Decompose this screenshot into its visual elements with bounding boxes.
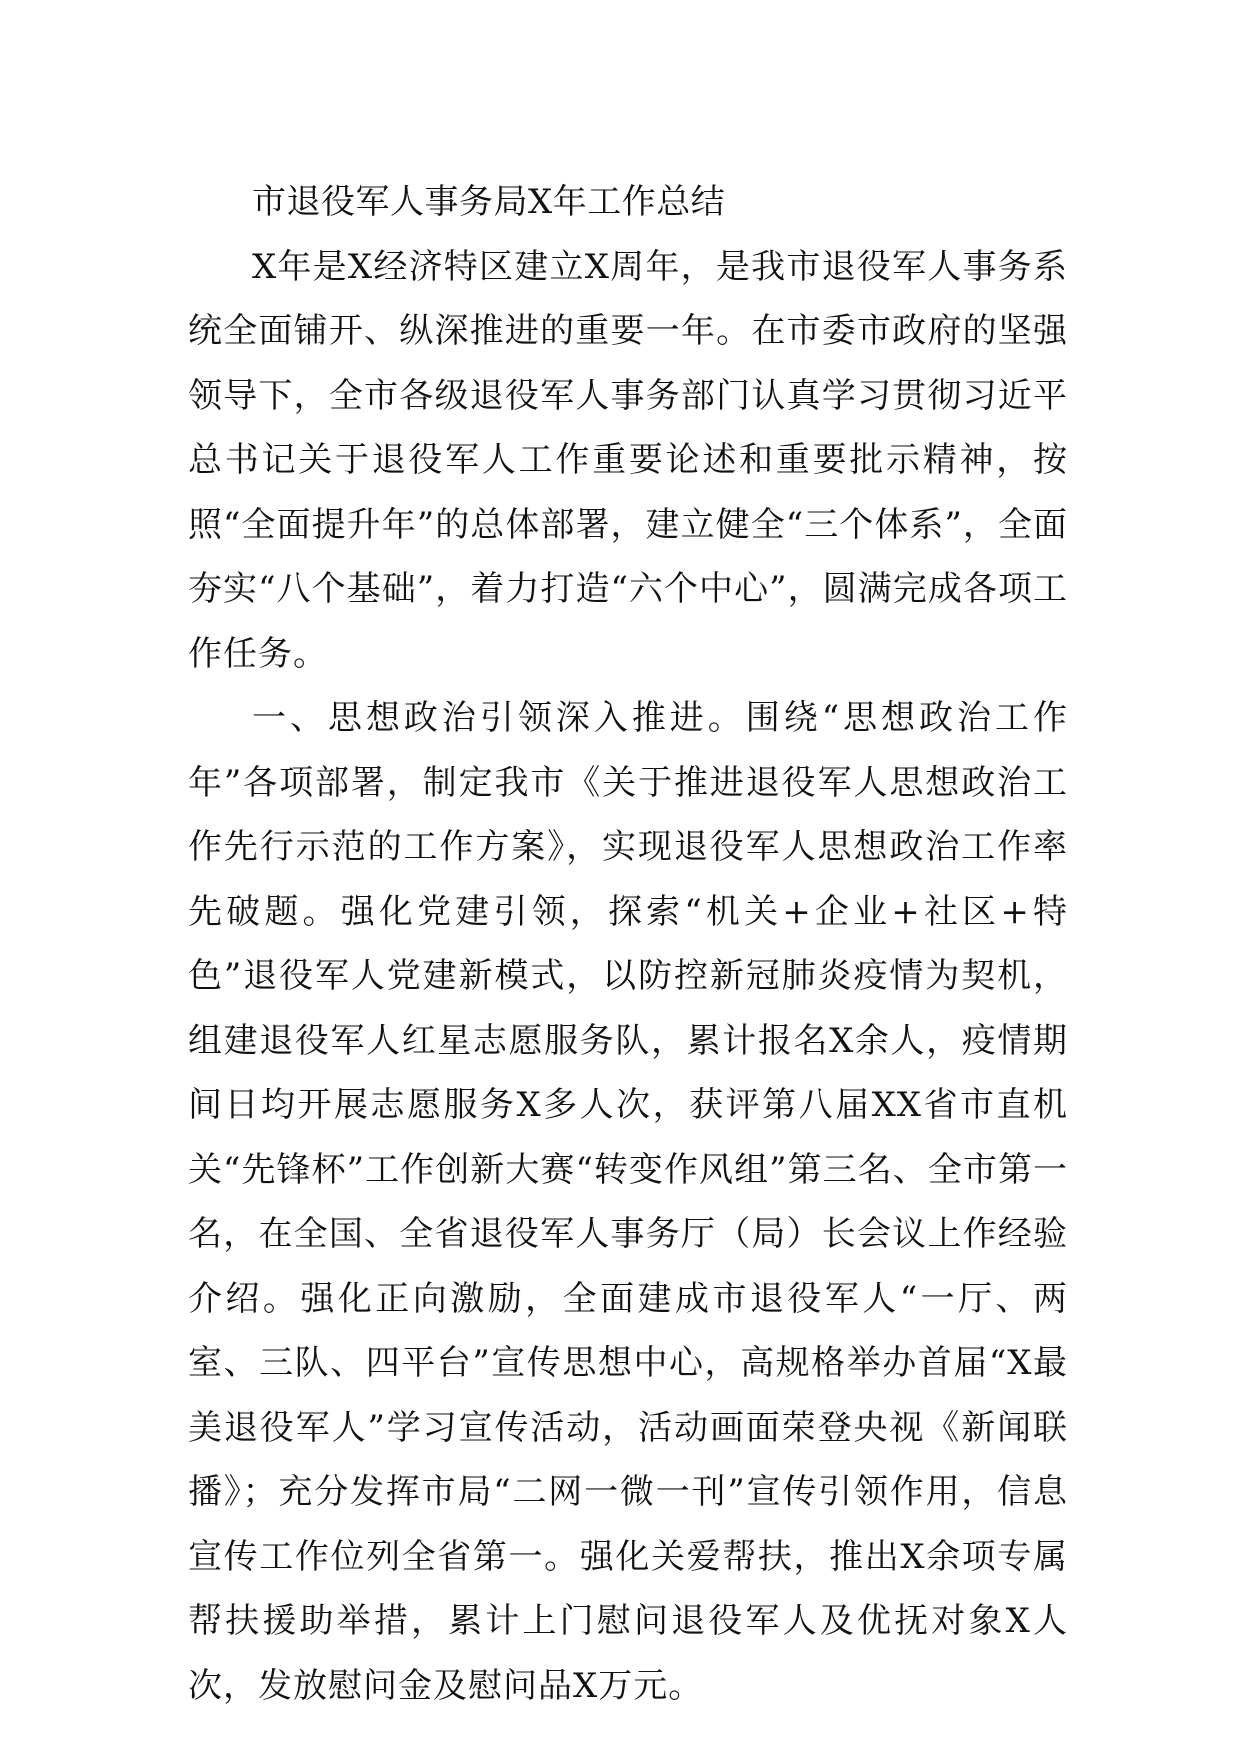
document-title: 市退役军人事务局X年工作总结 [252,182,726,222]
document-body [188,170,1068,1718]
paragraph-section-1: 一、思想政治引领深入推进。围绕“思想政治工作年”各项部署，制定我市《关于推进退役军人思想政治工作先行示范的工作方案》，实现退役军人思想政治工作率先破题。强化党建引领，探索“机关+企业+社区+特色”退役军人党建新模式，以防控新冠肺炎疫情为契机，组建退役军人红星志愿服务队，累计报名X余人，疫情期间日均开展志愿服务X多人次，获评第八届XX省市直机关“先锋杯”工作创新大赛“转变作风组”第三名、全市第一名，在全国、全省退役军人事务厅（局）长会议上作经验介绍。强化正向激励，全面建成市退役军人“一厅、两室、三队、四平台”宣传思想中心，高规格举办首届“X最美退役军人”学习宣传活动，活动画面荣登央视《新闻联播》；充分发挥市局“二网一微一刊”宣传引领作用，信息宣传工作位列全省第一。强化关爱帮扶，推出X余项专属帮扶援助举措，累计上门慰问退役军人及优抚对象X人次，发放慰问金及慰问品X万元。 [188,698,1068,1706]
paragraph-intro: X年是X经济特区建立X周年，是我市退役军人事务系统全面铺开、纵深推进的重要一年。在市委市政府的坚强领导下，全市各级退役军人事务部门认真学习贯彻习近平总书记关于退役军人工作重要论述和重要批示精神，按照“全面提升年”的总体部署，建立健全“三个体系”，全面夯实“八个基础”，着力打造“六个中心”，圆满完成各项工作任务。 [188,246,1068,674]
